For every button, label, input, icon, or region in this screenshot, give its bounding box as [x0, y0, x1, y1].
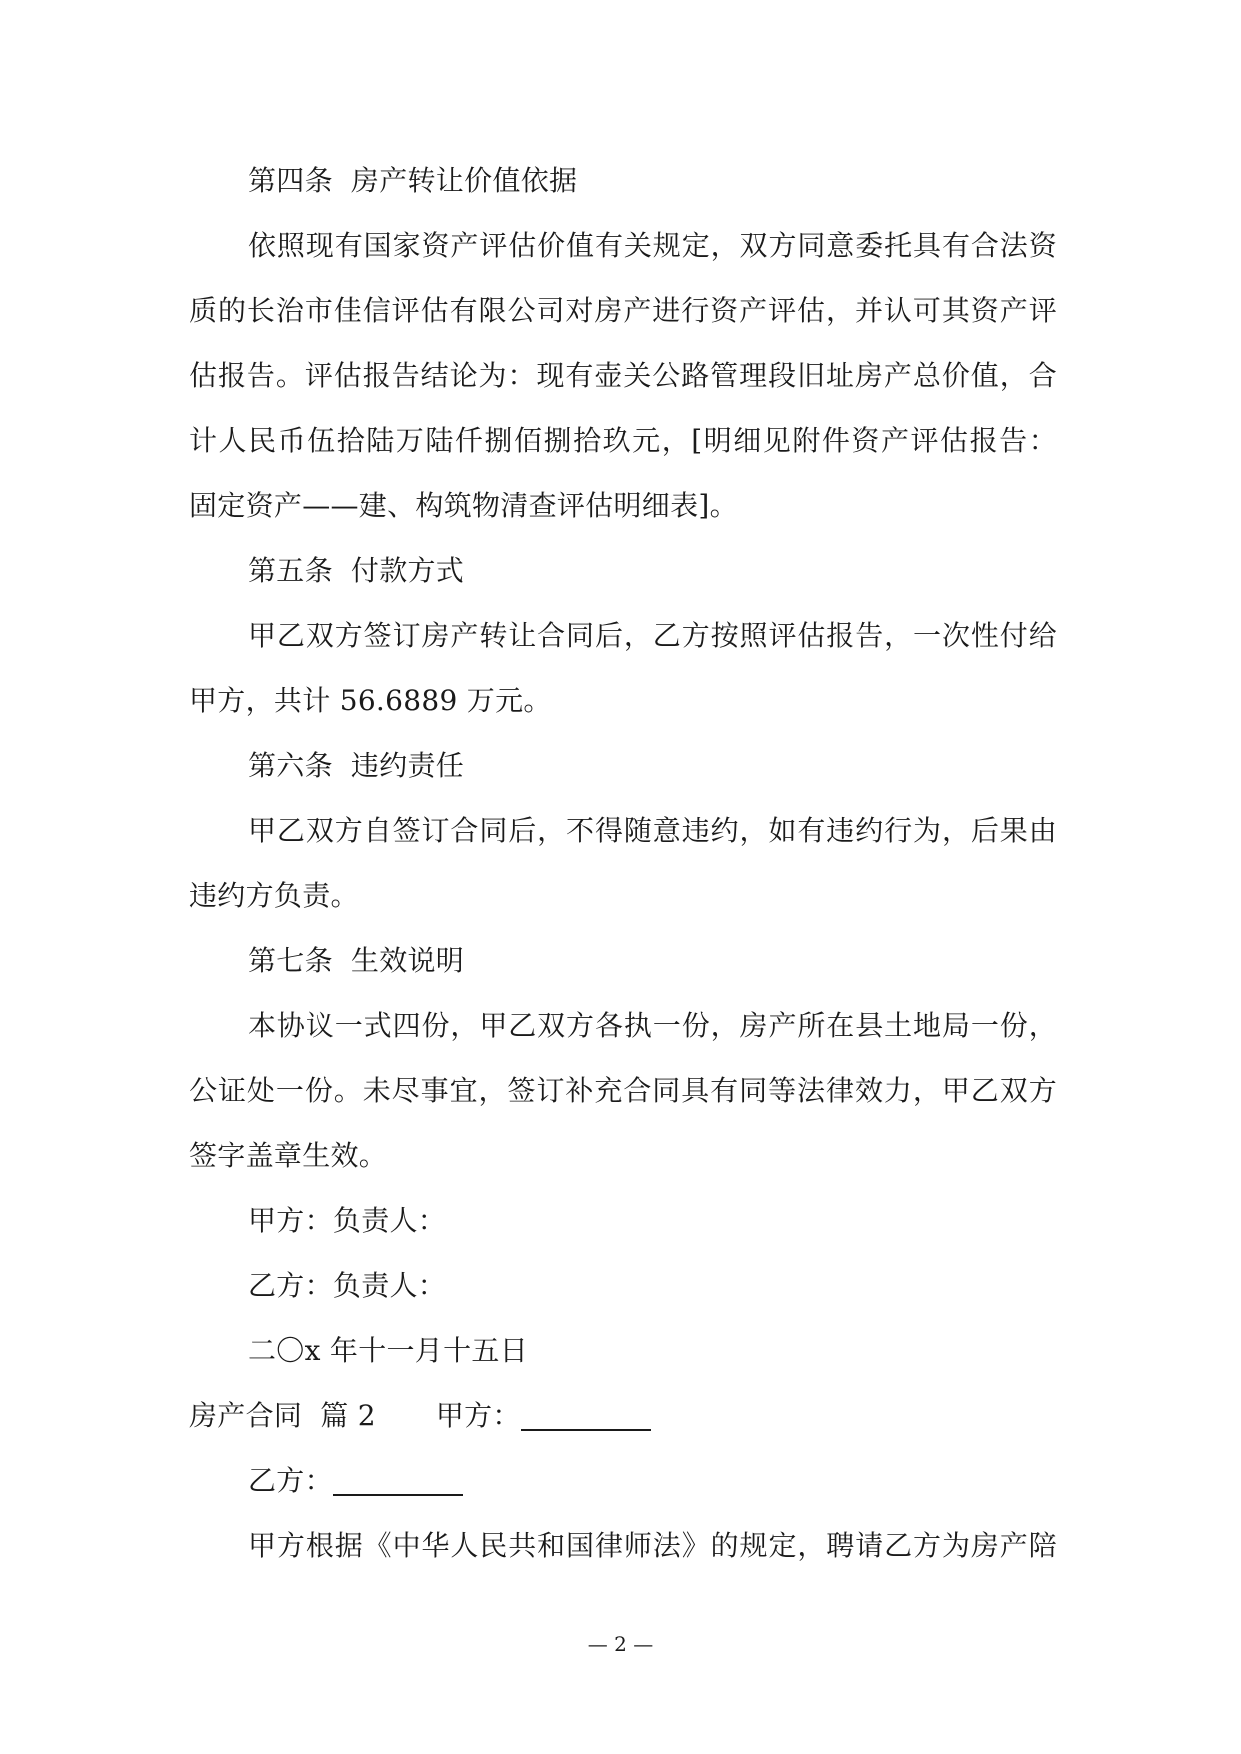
article-4-line-4: 计人民币伍拾陆万陆仟捌佰捌拾玖元，[明细见附件资产评估报告：	[189, 424, 1057, 457]
party-a-blank-line	[521, 1399, 651, 1431]
article-7-heading	[189, 928, 1057, 993]
contract-2-intro: 甲方根据《中华人民共和国律师法》的规定，聘请乙方为房产陪	[248, 1529, 1057, 1562]
article-7-line-1: 本协议一式四份，甲乙双方各执一份，房产所在县土地局一份，	[248, 1009, 1057, 1042]
article-6-heading	[189, 733, 1057, 798]
contract-2-party-b	[189, 1448, 1057, 1513]
article-4-line-1: 依照现有国家资产评估价值有关规定，双方同意委托具有合法资	[248, 229, 1057, 262]
party-b-blank-line	[333, 1464, 463, 1496]
page-number: — 2 —	[587, 1632, 654, 1656]
article-5-number: 第五条	[248, 554, 333, 587]
signature-date: 二〇x 年十一月十五日	[248, 1334, 528, 1367]
article-6-title: 违约责任	[350, 749, 465, 782]
signature-party-b: 乙方：负责人：	[248, 1269, 447, 1302]
article-7-line-3: 签字盖章生效。	[189, 1139, 388, 1172]
article-4-line-2: 质的长治市佳信评估有限公司对房产进行资产评估，并认可其资产评	[189, 294, 1057, 327]
article-7-title: 生效说明	[350, 944, 465, 977]
article-5-line-2: 甲方，共计 56.6889 万元。	[189, 684, 552, 717]
signature-party-a: 甲方：负责人：	[248, 1204, 447, 1237]
article-6-line-1: 甲乙双方自签订合同后，不得随意违约，如有违约行为，后果由	[248, 814, 1057, 847]
article-4-line-3: 估报告。评估报告结论为：现有壶关公路管理段旧址房产总价值，合	[189, 359, 1057, 392]
article-7-line-2: 公证处一份。未尽事宜，签订补充合同具有同等法律效力，甲乙双方	[189, 1074, 1057, 1107]
article-4-heading	[189, 148, 1057, 213]
article-6-line-2: 违约方负责。	[189, 879, 359, 912]
article-4-number: 第四条	[248, 164, 333, 197]
contract-2-header	[189, 1383, 1057, 1448]
article-5-heading	[189, 538, 1057, 603]
article-4-line-5: 固定资产——建、构筑物清查评估明细表]。	[189, 489, 738, 522]
article-6-number: 第六条	[248, 749, 333, 782]
article-7-number: 第七条	[248, 944, 333, 977]
contract-2-party-a-label: 甲方：	[435, 1399, 521, 1432]
article-5-line-1: 甲乙双方签订房产转让合同后，乙方按照评估报告，一次性付给	[248, 619, 1057, 652]
article-5-title: 付款方式	[350, 554, 465, 587]
article-4-title: 房产转让价值依据	[350, 164, 578, 197]
contract-2-section: 篇 2	[320, 1399, 376, 1432]
contract-2-party-b-label: 乙方：	[248, 1464, 333, 1497]
contract-2-title: 房产合同	[189, 1399, 303, 1432]
document-body	[189, 148, 1057, 1578]
